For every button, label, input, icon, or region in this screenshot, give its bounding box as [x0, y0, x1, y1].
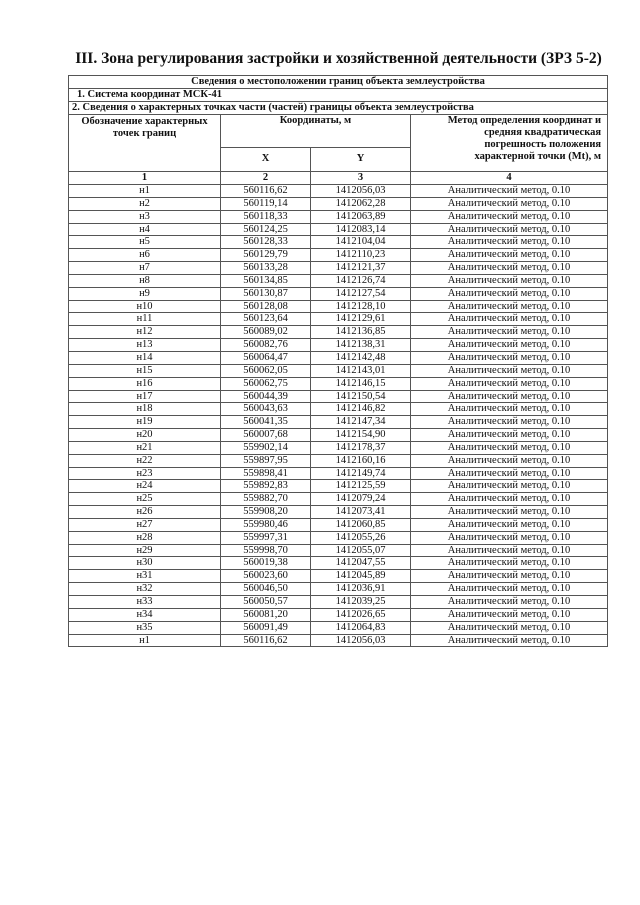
point-name: н19: [69, 416, 221, 429]
section-header-row: [69, 76, 608, 89]
table-row: [69, 583, 608, 596]
method: Аналитический метод, 0.10: [411, 429, 608, 442]
coord-y: 1412073,41: [311, 506, 411, 519]
point-name: н21: [69, 441, 221, 454]
method: Аналитический метод, 0.10: [411, 518, 608, 531]
coord-x: 560116,62: [221, 185, 311, 198]
method: Аналитический метод, 0.10: [411, 262, 608, 275]
table-row: [69, 596, 608, 609]
point-name: н26: [69, 506, 221, 519]
coord-y: 1412039,25: [311, 596, 411, 609]
coord-x: 560019,38: [221, 557, 311, 570]
points-header: 2. Сведения о характерных точках части (частей) границы объекта землеустройства: [69, 102, 608, 115]
coord-y: 1412036,91: [311, 583, 411, 596]
coord-x: 560007,68: [221, 429, 311, 442]
table-row: [69, 454, 608, 467]
coord-x: 560124,25: [221, 223, 311, 236]
col-header-y: Y: [311, 147, 411, 171]
coord-y: 1412064,83: [311, 621, 411, 634]
method: Аналитический метод, 0.10: [411, 351, 608, 364]
table-row: [69, 403, 608, 416]
point-name: н6: [69, 249, 221, 262]
coord-x: 560116,62: [221, 634, 311, 647]
coord-y: 1412143,01: [311, 364, 411, 377]
point-name: н5: [69, 236, 221, 249]
method: Аналитический метод, 0.10: [411, 390, 608, 403]
coord-x: 559902,14: [221, 441, 311, 454]
method: Аналитический метод, 0.10: [411, 339, 608, 352]
coord-x: 560130,87: [221, 287, 311, 300]
coord-x: 560044,39: [221, 390, 311, 403]
point-name: н7: [69, 262, 221, 275]
coord-x: 560064,47: [221, 351, 311, 364]
method: Аналитический метод, 0.10: [411, 300, 608, 313]
point-name: н22: [69, 454, 221, 467]
table-row: [69, 518, 608, 531]
coord-y: 1412047,55: [311, 557, 411, 570]
table-row: [69, 634, 608, 647]
method: Аналитический метод, 0.10: [411, 441, 608, 454]
coord-x: 559882,70: [221, 493, 311, 506]
coord-y: 1412160,16: [311, 454, 411, 467]
table-row: [69, 339, 608, 352]
coord-y: 1412060,85: [311, 518, 411, 531]
table-row: [69, 249, 608, 262]
coord-x: 560046,50: [221, 583, 311, 596]
table-row: [69, 531, 608, 544]
table-row: [69, 544, 608, 557]
table-row: [69, 467, 608, 480]
table-row: [69, 480, 608, 493]
col-num-1: 1: [69, 172, 221, 185]
coord-y: 1412125,59: [311, 480, 411, 493]
coord-y: 1412056,03: [311, 634, 411, 647]
point-name: н14: [69, 351, 221, 364]
coord-y: 1412146,15: [311, 377, 411, 390]
table-row: [69, 236, 608, 249]
method: Аналитический метод, 0.10: [411, 416, 608, 429]
col-header-x: X: [221, 147, 311, 171]
table-row: [69, 621, 608, 634]
coord-x: 560043,63: [221, 403, 311, 416]
coord-y: 1412056,03: [311, 185, 411, 198]
coord-y: 1412063,89: [311, 210, 411, 223]
coord-x: 560123,64: [221, 313, 311, 326]
method: Аналитический метод, 0.10: [411, 454, 608, 467]
table-row: [69, 351, 608, 364]
table-row: [69, 608, 608, 621]
method: Аналитический метод, 0.10: [411, 377, 608, 390]
table-row: [69, 287, 608, 300]
method: Аналитический метод, 0.10: [411, 621, 608, 634]
coord-y: 1412150,54: [311, 390, 411, 403]
table-row: [69, 377, 608, 390]
coord-x: 560128,08: [221, 300, 311, 313]
method: Аналитический метод, 0.10: [411, 531, 608, 544]
coord-x: 559997,31: [221, 531, 311, 544]
method: Аналитический метод, 0.10: [411, 185, 608, 198]
point-name: н1: [69, 634, 221, 647]
coord-x: 560082,76: [221, 339, 311, 352]
point-name: н4: [69, 223, 221, 236]
coord-x: 560089,02: [221, 326, 311, 339]
coord-y: 1412104,04: [311, 236, 411, 249]
coord-x: 560119,14: [221, 197, 311, 210]
table-row: [69, 416, 608, 429]
coord-x: 559908,20: [221, 506, 311, 519]
coord-y: 1412045,89: [311, 570, 411, 583]
coord-y: 1412055,07: [311, 544, 411, 557]
coord-x: 560062,75: [221, 377, 311, 390]
table-row: [69, 441, 608, 454]
point-name: н15: [69, 364, 221, 377]
coord-y: 1412142,48: [311, 351, 411, 364]
table-row: [69, 493, 608, 506]
section-header: Сведения о местоположении границ объекта землеустройства: [69, 76, 608, 89]
table-row: [69, 390, 608, 403]
table-row: [69, 326, 608, 339]
method: Аналитический метод, 0.10: [411, 210, 608, 223]
col-header-method: Метод определения координат и средняя квадратическая погрешность положения характерной точки (Mt), м: [411, 115, 608, 172]
table-row: [69, 313, 608, 326]
point-name: н27: [69, 518, 221, 531]
method: Аналитический метод, 0.10: [411, 197, 608, 210]
point-name: н17: [69, 390, 221, 403]
method: Аналитический метод, 0.10: [411, 287, 608, 300]
coord-x: 559980,46: [221, 518, 311, 531]
point-name: н16: [69, 377, 221, 390]
method: Аналитический метод, 0.10: [411, 557, 608, 570]
method: Аналитический метод, 0.10: [411, 493, 608, 506]
method: Аналитический метод, 0.10: [411, 480, 608, 493]
method: Аналитический метод, 0.10: [411, 364, 608, 377]
table-row: [69, 223, 608, 236]
point-name: н33: [69, 596, 221, 609]
point-name: н10: [69, 300, 221, 313]
point-name: н35: [69, 621, 221, 634]
coord-y: 1412121,37: [311, 262, 411, 275]
point-name: н20: [69, 429, 221, 442]
coord-y: 1412062,28: [311, 197, 411, 210]
point-name: н23: [69, 467, 221, 480]
method: Аналитический метод, 0.10: [411, 544, 608, 557]
coord-x: 560129,79: [221, 249, 311, 262]
col-num-2: 2: [221, 172, 311, 185]
point-name: н24: [69, 480, 221, 493]
method: Аналитический метод, 0.10: [411, 608, 608, 621]
point-name: н9: [69, 287, 221, 300]
table-row: [69, 197, 608, 210]
column-numbers-row: [69, 172, 608, 185]
coord-y: 1412146,82: [311, 403, 411, 416]
table-row: [69, 185, 608, 198]
coord-x: 560134,85: [221, 274, 311, 287]
col-num-4: 4: [411, 172, 608, 185]
coord-y: 1412083,14: [311, 223, 411, 236]
point-name: н2: [69, 197, 221, 210]
coord-system-row: [69, 89, 608, 102]
coord-x: 560091,49: [221, 621, 311, 634]
method: Аналитический метод, 0.10: [411, 570, 608, 583]
coord-y: 1412154,90: [311, 429, 411, 442]
method: Аналитический метод, 0.10: [411, 467, 608, 480]
coord-y: 1412055,26: [311, 531, 411, 544]
table-row: [69, 506, 608, 519]
point-name: н34: [69, 608, 221, 621]
table-row: [69, 262, 608, 275]
point-name: н12: [69, 326, 221, 339]
coord-x: 560023,60: [221, 570, 311, 583]
coord-y: 1412026,65: [311, 608, 411, 621]
coord-x: 559998,70: [221, 544, 311, 557]
table-row: [69, 429, 608, 442]
point-name: н8: [69, 274, 221, 287]
coord-x: 560118,33: [221, 210, 311, 223]
coord-x: 560128,33: [221, 236, 311, 249]
point-name: н13: [69, 339, 221, 352]
coord-y: 1412128,10: [311, 300, 411, 313]
method: Аналитический метод, 0.10: [411, 634, 608, 647]
col-num-3: 3: [311, 172, 411, 185]
table-row: [69, 570, 608, 583]
points-header-row: [69, 102, 608, 115]
point-name: н11: [69, 313, 221, 326]
coord-x: 560133,28: [221, 262, 311, 275]
method: Аналитический метод, 0.10: [411, 326, 608, 339]
coord-x: 560081,20: [221, 608, 311, 621]
point-name: н32: [69, 583, 221, 596]
col-header-coords: Координаты, м: [221, 115, 411, 148]
point-name: н3: [69, 210, 221, 223]
table-row: [69, 364, 608, 377]
method: Аналитический метод, 0.10: [411, 313, 608, 326]
point-name: н30: [69, 557, 221, 570]
col-header-point: Обозначение характерных точек границ: [69, 115, 221, 172]
table-row: [69, 210, 608, 223]
method: Аналитический метод, 0.10: [411, 506, 608, 519]
coord-x: 559897,95: [221, 454, 311, 467]
coord-y: 1412129,61: [311, 313, 411, 326]
coord-y: 1412127,54: [311, 287, 411, 300]
method: Аналитический метод, 0.10: [411, 274, 608, 287]
table-row: [69, 300, 608, 313]
point-name: н28: [69, 531, 221, 544]
boundary-points-table: [68, 75, 608, 647]
coord-y: 1412147,34: [311, 416, 411, 429]
coord-y: 1412136,85: [311, 326, 411, 339]
page-title: III. Зона регулирования застройки и хозяйственной деятельности (ЗРЗ 5-2): [75, 50, 602, 67]
point-name: н31: [69, 570, 221, 583]
method: Аналитический метод, 0.10: [411, 236, 608, 249]
point-name: н18: [69, 403, 221, 416]
method: Аналитический метод, 0.10: [411, 596, 608, 609]
method: Аналитический метод, 0.10: [411, 223, 608, 236]
coord-y: 1412079,24: [311, 493, 411, 506]
coord-x: 560041,35: [221, 416, 311, 429]
coord-y: 1412110,23: [311, 249, 411, 262]
method: Аналитический метод, 0.10: [411, 249, 608, 262]
coord-x: 560062,05: [221, 364, 311, 377]
coord-y: 1412178,37: [311, 441, 411, 454]
point-name: н25: [69, 493, 221, 506]
method: Аналитический метод, 0.10: [411, 583, 608, 596]
coord-x: 560050,57: [221, 596, 311, 609]
coord-y: 1412149,74: [311, 467, 411, 480]
table-row: [69, 274, 608, 287]
coord-x: 559898,41: [221, 467, 311, 480]
method: Аналитический метод, 0.10: [411, 403, 608, 416]
table-row: [69, 557, 608, 570]
coord-x: 559892,83: [221, 480, 311, 493]
coord-y: 1412126,74: [311, 274, 411, 287]
coord-y: 1412138,31: [311, 339, 411, 352]
coord-system: 1. Система координат МСК-41: [69, 89, 608, 102]
point-name: н29: [69, 544, 221, 557]
point-name: н1: [69, 185, 221, 198]
